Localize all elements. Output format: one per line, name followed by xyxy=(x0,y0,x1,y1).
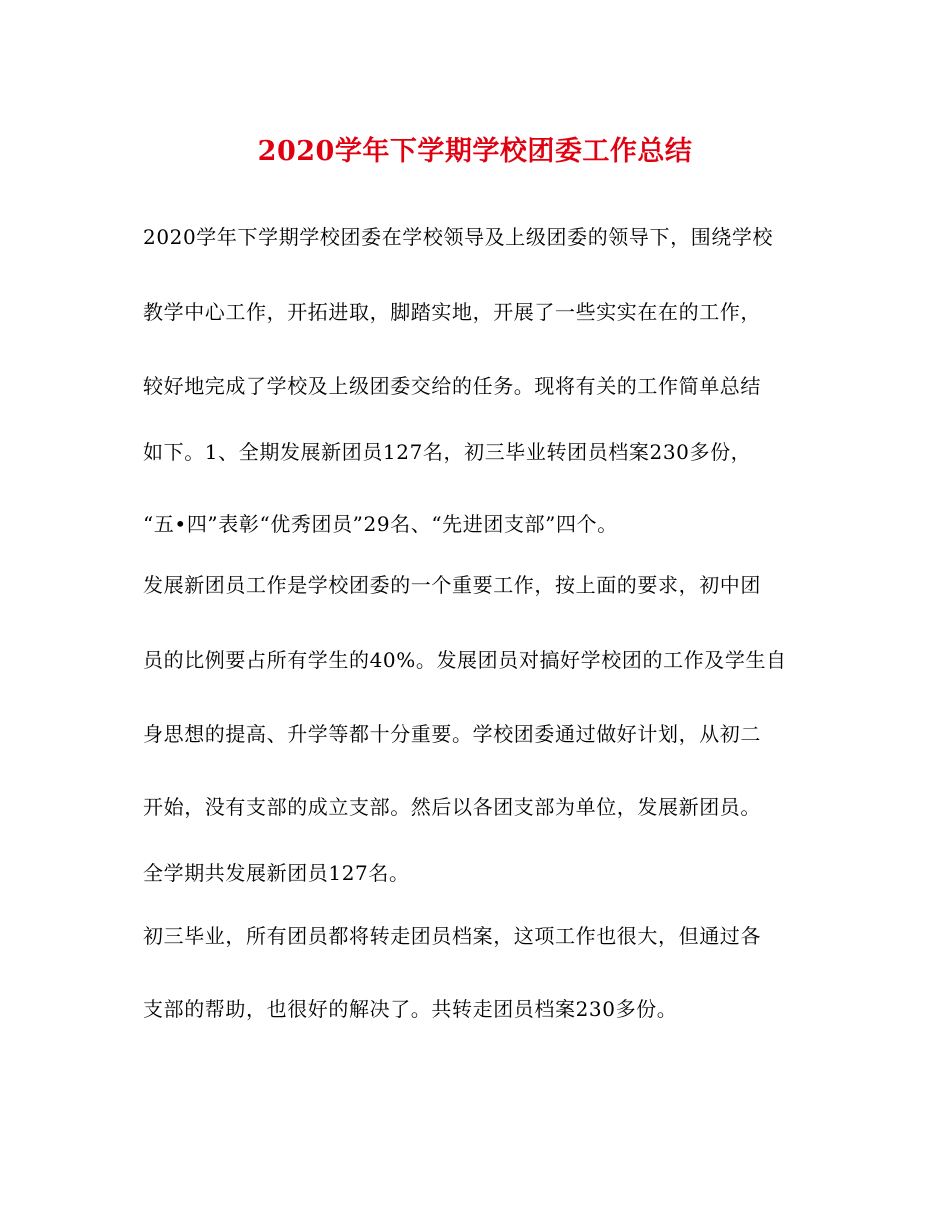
paragraph-line: 初三毕业，所有团员都将转走团员档案，这项工作也很大，但通过各 xyxy=(143,924,761,948)
paragraph-line: 员的比例要占所有学生的40%。发展团员对搞好学校团的工作及学生自 xyxy=(143,648,787,672)
paragraph-line: 身思想的提高、升学等都十分重要。学校团委通过做好计划，从初二 xyxy=(143,722,761,746)
paragraph-line: 发展新团员工作是学校团委的一个重要工作，按上面的要求，初中团 xyxy=(143,573,761,597)
paragraph-line: 较好地完成了学校及上级团委交给的任务。现将有关的工作简单总结 xyxy=(143,374,761,398)
paragraph-line: 2020学年下学期学校团委在学校领导及上级团委的领导下，围绕学校 xyxy=(143,225,774,249)
paragraph-line: 教学中心工作，开拓进取，脚踏实地，开展了一些实实在在的工作， xyxy=(143,300,761,324)
paragraph-line: 全学期共发展新团员127名。 xyxy=(143,861,410,885)
paragraph-line: 如下。1、全期发展新团员127名，初三毕业转团员档案230多份， xyxy=(143,440,752,464)
document-title: 2020学年下学期学校团委工作总结 xyxy=(257,136,693,167)
paragraph-line: 开始，没有支部的成立支部。然后以各团支部为单位，发展新团员。 xyxy=(143,795,761,819)
paragraph-line: 支部的帮助，也很好的解决了。共转走团员档案230多份。 xyxy=(143,997,678,1021)
paragraph-line: “五•四”表彰“优秀团员”29名、“先进团支部”四个。 xyxy=(143,512,618,536)
